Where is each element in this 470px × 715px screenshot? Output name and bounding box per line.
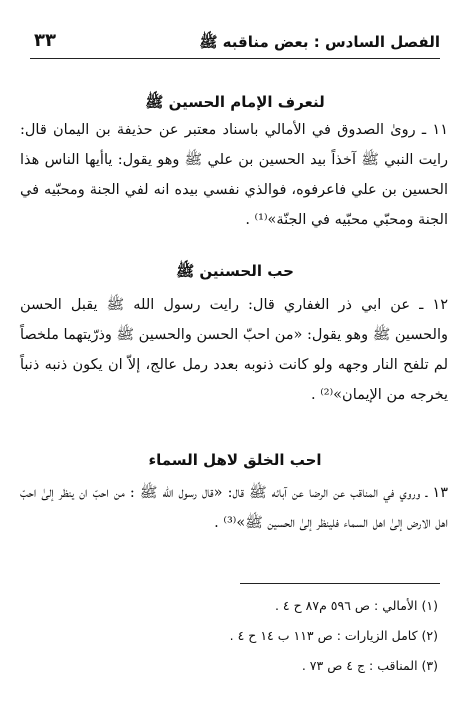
page-number: ٣٣ [34,30,56,51]
section-heading-1: لنعرف الإمام الحسين ﷺ [145,93,325,111]
section-paragraph-2: ١٢ ـ عن ابي ذر الغفاري قال: رايت رسول الله ﷺ يقبل الحسن والحسين ﷺ وهو يقول: «من احبّ الحسن والحسين ﷺ وذرّيتهما ملخصاً لم تلفح النار وجهه ولو كانت ذنوبه بعدد رمل عالج، إلاّ ان يكون ذنبه ذنباً يخرجه من الإيمان»⁽²⁾ . [20,297,448,403]
footnote-1: (١) الأمالي : ص ٥٩٦ م٨٧ ح ٤ . [274,598,438,613]
section-heading-2: حب الحسنين ﷺ [176,262,294,280]
section-heading-3: احب الخلق لاهل السماء [148,451,322,469]
section-paragraph-3: ١٣ ـ وروي في المناقب عن الرضا عن آبائه ﷺ قال: «قال رسول الله ﷺ : من احبّ ان ينظر إلىٰ احبّ اهل الارض إلىٰ اهل السماء فلينظر إلىٰ الحسين ﷺ»⁽³⁾ . [20,485,448,531]
section-paragraph-1: ١١ ـ روىٰ الصدوق في الأمالي باسناد معتبر عن حذيفة بن اليمان قال: رايت النبي ﷺ آخذاً بيد الحسين بن علي ﷺ وهو يقول: ياأيها الناس هذا الحسين بن علي فاعرفوه، فوالذي نفسي بيده انه لفي الجنة ومحبّيه في الجنة ومحبّي محبّيه في الجنّة»⁽¹⁾ . [20,122,448,228]
footnote-3: (٣) المناقب : ج ٤ ص ٧٣ . [301,658,438,673]
running-title: الفصل السادس : بعض مناقبه ﷺ [199,33,440,51]
page-header [30,30,440,59]
footnote-2: (٢) كامل الزيارات : ص ١١٣ ب ١٤ ح ٤ . [229,628,438,643]
footnote-divider [240,583,440,584]
